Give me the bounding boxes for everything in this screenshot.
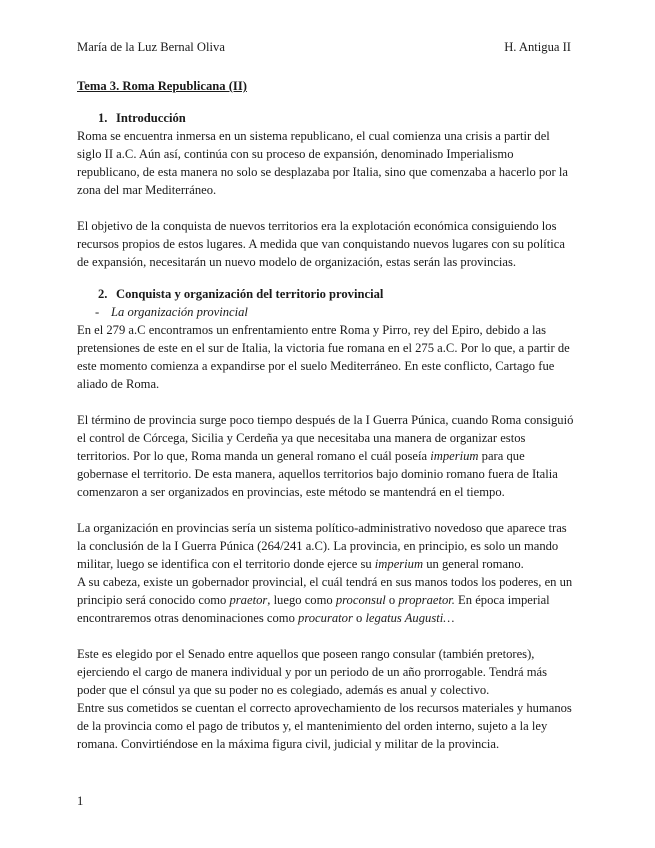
latin-term: praetor xyxy=(229,593,268,607)
latin-term: propraetor. xyxy=(398,593,455,607)
paragraph: A su cabeza, existe un gobernador provincial, el cuál tendrá en sus manos todos los poderes, en un principio será conocido como praetor, luego como proconsul o propraetor. En época imperial encontraremos otras denominaciones como procurator o legatus Augusti… xyxy=(77,575,573,625)
paragraph: Entre sus cometidos se cuentan el correcto aprovechamiento de los recursos materiales y humanos de la provincia como el pago de tributos y, el mantenimiento del orden interno, sujeto a la ley romana. Convirtiéndose en la máxima figura civil, judicial y militar de la provincia. xyxy=(77,701,572,751)
header-author: María de la Luz Bernal Oliva xyxy=(77,40,225,54)
header-course: H. Antigua II xyxy=(504,40,571,54)
section-number: 1. xyxy=(98,111,108,125)
paragraph: La organización en provincias sería un sistema político-administrativo novedoso que aparece tras la conclusión de la I Guerra Púnica (264/241 a.C). La provincia, en principio, es solo un mando militar, luego se identifica con el territorio donde ejerce su imperium un general romano. xyxy=(77,521,567,571)
latin-term: legatus Augusti… xyxy=(365,611,455,625)
section-heading-text: Introducción xyxy=(116,111,186,125)
section-number: 2. xyxy=(98,287,108,301)
latin-term: imperium xyxy=(430,449,479,463)
page-number: 1 xyxy=(77,794,84,808)
latin-term: proconsul xyxy=(335,593,386,607)
subheading-text: La organización provincial xyxy=(111,305,248,319)
section-heading-introduction xyxy=(77,109,577,127)
section-heading-text: Conquista y organización del territorio provincial xyxy=(116,287,384,301)
paragraph: Roma se encuentra inmersa en un sistema republicano, el cual comienza una crisis a partir del siglo II a.C. Aún así, continúa con su proceso de expansión, denominado Imperialismo republicano, de esta manera no solo se desplazaba por Italia, sino que comenzaba a hacerlo por la zona del mar Mediterráneo. xyxy=(77,129,568,197)
document-body xyxy=(77,77,577,753)
subheading xyxy=(77,303,577,321)
paragraph: En el 279 a.C encontramos un enfrentamiento entre Roma y Pirro, rey del Epiro, debido a las pretensiones de este en el sur de Italia, la victoria fue romana en el 275 a.C. Por lo que, a partir de este momento comienza a expandirse por el suelo Mediterráneo. En este conflicto, Cartago fue aliado de Roma. xyxy=(77,323,570,391)
latin-term: procurator xyxy=(298,611,353,625)
document-title: Tema 3. Roma Republicana (II) xyxy=(77,79,247,93)
paragraph: Este es elegido por el Senado entre aquellos que poseen rango consular (también pretores), ejerciendo el cargo de manera individual y por un periodo de un año prorrogable. Tendrá más poder que el cónsul ya que su poder no es colegiado, además es anual y colectivo. xyxy=(77,647,548,697)
paragraph: El término de provincia surge poco tiempo después de la I Guerra Púnica, cuando Roma consiguió el control de Córcega, Sicilia y Cerdeña ya que necesitaba una manera de organizar estos territorios. Por lo que, Roma manda un general romano el cuál poseía imperium para que gobernase el territorio. De esta manera, aquellos territorios bajo dominio romano fuera de Italia comenzaron a ser organizados en provincias, este método se mantendrá en el tiempo. xyxy=(77,413,574,499)
section-heading-conquest xyxy=(77,285,577,303)
subheading-dash: - xyxy=(95,305,100,319)
paragraph: El objetivo de la conquista de nuevos territorios era la explotación económica consiguiendo los recursos propios de estos lugares. A medida que van conquistando nuevos lugares con su política de expansión, necesitarán un nuevo modelo de organización, estas serán las provincias. xyxy=(77,219,565,269)
latin-term: imperium xyxy=(374,557,424,571)
